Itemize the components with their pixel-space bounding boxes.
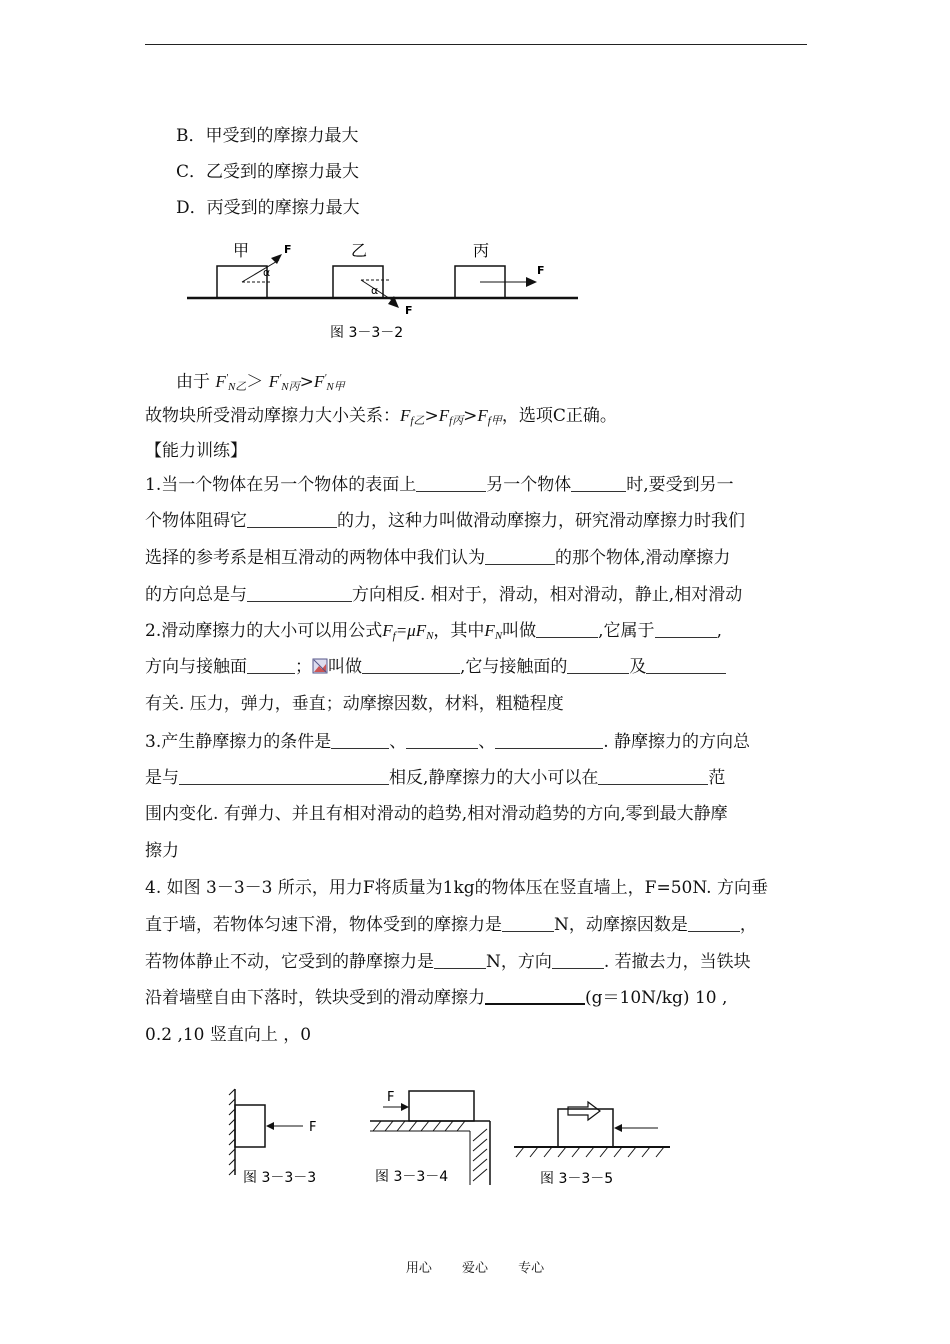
- blank[interactable]: [331, 733, 389, 749]
- blank[interactable]: [571, 476, 626, 492]
- q1-line2: 个物体阻碍它 的力，这种力叫做滑动摩擦力，研究滑动摩擦力时我们: [145, 511, 745, 531]
- force-label-333: F: [309, 1120, 317, 1135]
- q2-line1: 2.滑动摩擦力的大小可以用公式$F_f=\mu F_N$，其中$F_N$叫做 ,它属于 ,: [145, 621, 722, 642]
- caption-3-3-4: 图 3－3－4: [375, 1169, 449, 1185]
- figure-3-3-3: [225, 1085, 335, 1190]
- option-c: C．乙受到的摩擦力最大: [176, 162, 360, 182]
- blank[interactable]: [434, 953, 486, 969]
- blank[interactable]: [406, 733, 478, 749]
- force-label-334: F: [387, 1090, 395, 1105]
- blank[interactable]: [362, 658, 460, 674]
- blank[interactable]: [485, 988, 585, 1005]
- figure-3-3-4: [365, 1085, 495, 1190]
- page-footer: [0, 1257, 950, 1276]
- blank[interactable]: [247, 512, 337, 528]
- footer-item: 专心: [518, 1261, 545, 1276]
- label-jia: 甲: [233, 241, 250, 260]
- blank[interactable]: [552, 953, 604, 969]
- q2-line3: 有关. 压力，弹力，垂直；动摩擦因数，材料，粗糙程度: [145, 694, 564, 714]
- figure-3-3-2: [185, 236, 585, 346]
- figure-3-3-5: [510, 1085, 675, 1190]
- blank[interactable]: [567, 658, 629, 674]
- q1-line3: 选择的参考系是相互滑动的两物体中我们认为 的那个物体,滑动摩擦力: [145, 548, 731, 568]
- conclusion-prefix: 故物块所受滑动摩擦力大小关系：: [145, 406, 400, 426]
- blank[interactable]: [495, 733, 603, 749]
- q4-line1: 4. 如图 3－3－3 所示，用力F将质量为1kg的物体压在竖直墙上，F=50N. 方向垂: [145, 878, 768, 898]
- option-d: D．丙受到的摩擦力最大: [176, 198, 360, 218]
- blank[interactable]: [536, 622, 598, 638]
- q4-line5: 0.2 ,10 竖直向上 ，0: [145, 1025, 312, 1045]
- q2-line2: 方向与接触面 ； 叫做 ,它与接触面的 及: [145, 656, 726, 678]
- force-label-2: F: [405, 304, 413, 317]
- caption-3-3-2: 图 3－3－2: [330, 325, 404, 341]
- force-label-1: F: [284, 243, 292, 256]
- q4-line3: 若物体静止不动，它受到的静摩擦力是 N，方向 . 若撤去力，当铁块: [145, 952, 751, 972]
- footer-item: 爱心: [461, 1261, 488, 1276]
- q3-line1: 3.产生静摩擦力的条件是 、 、 . 静摩擦力的方向总: [145, 732, 751, 752]
- blank[interactable]: [655, 622, 717, 638]
- q3-line2: 是与 相反,静摩擦力的大小可以在 范: [145, 768, 726, 788]
- blank[interactable]: [485, 549, 555, 565]
- q3-line4: 擦力: [145, 841, 179, 861]
- motion-arrow-icon: [568, 1102, 600, 1120]
- broken-image-icon: [312, 658, 328, 674]
- blank[interactable]: [416, 476, 486, 492]
- label-bing: 丙: [473, 241, 490, 260]
- force-label-3: F: [537, 264, 545, 277]
- blank[interactable]: [179, 769, 389, 785]
- header-rule: [145, 44, 807, 45]
- blank[interactable]: [688, 916, 740, 932]
- reasoning-line: 由于 $F'_{N乙}> F'_{N丙}>F'_{N甲}$: [176, 372, 345, 393]
- blank[interactable]: [598, 769, 708, 785]
- blank[interactable]: [247, 658, 295, 674]
- q1-line4: 的方向总是与 方向相反. 相对于，滑动，相对滑动，静止,相对滑动: [145, 585, 743, 605]
- angle-label-2: α: [371, 284, 379, 297]
- option-b: B．甲受到的摩擦力最大: [176, 126, 359, 146]
- blank[interactable]: [502, 916, 554, 932]
- q3-line3: 围内变化. 有弹力、并且有相对滑动的趋势,相对滑动趋势的方向,零到最大静摩: [145, 804, 728, 824]
- footer-item: 用心: [405, 1261, 432, 1276]
- q4-line2: 直于墙，若物体匀速下滑，物体受到的摩擦力是 N，动摩擦因数是 ，: [145, 915, 757, 935]
- conclusion-line: 故物块所受滑动摩擦力大小关系：$F_{f乙}>F_{f丙}>F_{f甲}$，选项C正确。: [145, 406, 617, 427]
- blank[interactable]: [247, 586, 352, 602]
- blank[interactable]: [646, 658, 726, 674]
- label-yi: 乙: [351, 241, 368, 260]
- q4-line4: 沿着墙壁自由下落时，铁块受到的滑动摩擦力 (g＝10N/kg) 10 ,: [145, 988, 728, 1008]
- q1-line1: 1.当一个物体在另一个物体的表面上 另一个物体 时,要受到另一: [145, 475, 734, 495]
- conclusion-suffix: ，选项C正确。: [501, 406, 617, 426]
- section-title: 【能力训练】: [145, 441, 247, 461]
- caption-3-3-5: 图 3－3－5: [540, 1171, 614, 1187]
- reasoning-lead: 由于: [176, 372, 210, 392]
- caption-3-3-3: 图 3－3－3: [243, 1170, 317, 1186]
- angle-label-1: α: [263, 266, 271, 279]
